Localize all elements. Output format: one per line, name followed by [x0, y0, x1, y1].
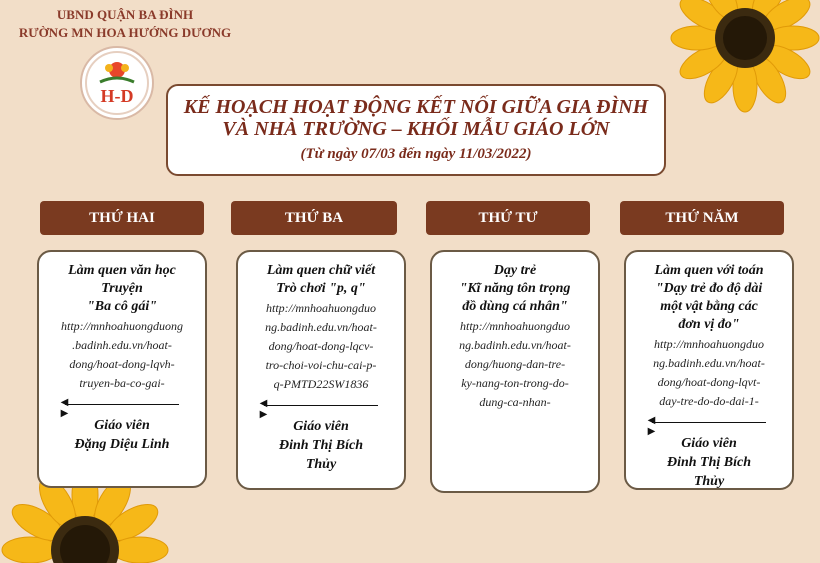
link-line: tro-choi-voi-chu-cai-p- [265, 358, 377, 372]
title-dates: (Từ ngày 07/03 đến ngày 11/03/2022) [300, 146, 532, 162]
link-line: ng.badinh.edu.vn/hoat- [653, 356, 765, 370]
link-line: dong/huong-dan-tre- [464, 357, 566, 371]
double-arrow-divider [258, 401, 384, 411]
teacher-line: Đặng Diệu Linh [74, 437, 170, 452]
day-header-monday: THỨ HAI [40, 201, 204, 235]
activity-card-wednesday [430, 250, 600, 493]
activity-line: đơn vị đo" [678, 317, 740, 332]
activity-link[interactable] [634, 336, 784, 410]
teacher-line: Giáo viên [293, 419, 349, 434]
link-line: ng.badinh.edu.vn/hoat- [459, 338, 571, 352]
logo-letters: H-D [100, 86, 134, 106]
link-line: day-tre-do-do-dai-1- [659, 394, 759, 408]
link-line: q-PMTD22SW1836 [273, 377, 369, 391]
activity-line: "Kĩ năng tôn trọng [459, 281, 571, 296]
day-header-thursday: THỨ NĂM [620, 201, 784, 235]
activity-line: Làm quen văn học [68, 263, 176, 278]
link-line: http://mnhoahuongduo [460, 319, 570, 333]
district-name: UBND QUẬN BA ĐÌNH [56, 7, 194, 22]
link-line: dong/hoat-dong-lqvt- [657, 375, 761, 389]
logo-graphic [82, 48, 152, 118]
title-line-2: VÀ NHÀ TRƯỜNG – KHỐI MẪU GIÁO LỚN [222, 118, 610, 140]
link-line: dung-ca-nhan- [479, 395, 551, 409]
sunflower-bottom-left [0, 478, 170, 563]
title-box [166, 84, 666, 176]
link-line: ng.badinh.edu.vn/hoat- [265, 320, 377, 334]
teacher-line: Đinh Thị Bích [666, 455, 752, 470]
double-arrow-divider [59, 400, 185, 410]
link-line: ky-nang-ton-trong-do- [461, 376, 569, 390]
activity-link[interactable] [246, 300, 396, 393]
teacher-line: Thủy [693, 474, 725, 489]
activity-line: Truyện [101, 281, 143, 296]
activity-line: Trò chơi "p, q" [276, 281, 366, 296]
activity-line: "Ba cô gái" [87, 299, 157, 314]
teacher-line: Đinh Thị Bích [278, 438, 364, 453]
link-line: http://mnhoahuongduo [654, 337, 764, 351]
teacher-line: Giáo viên [94, 418, 150, 433]
link-line: truyen-ba-co-gai- [79, 376, 165, 390]
activity-card-tuesday [236, 250, 406, 490]
activity-link[interactable] [47, 318, 197, 392]
link-line: http://mnhoahuongduo [266, 301, 376, 315]
sunflower-top-right [665, 0, 820, 120]
activity-link[interactable] [440, 318, 590, 411]
teacher-line: Thủy [305, 457, 337, 472]
activity-line: đồ dùng cá nhân" [462, 299, 568, 314]
day-header-wednesday: THỨ TƯ [426, 201, 590, 235]
double-arrow-divider [646, 418, 772, 428]
activity-line: Làm quen với toán [654, 263, 764, 278]
activity-line: một vật bằng các [660, 299, 758, 314]
school-logo [80, 46, 154, 120]
school-name: RƯỜNG MN HOA HƯỚNG DƯƠNG [18, 25, 232, 40]
activity-line: Làm quen chữ viết [266, 263, 376, 278]
activity-card-thursday [624, 250, 794, 490]
day-header-tuesday: THỨ BA [231, 201, 397, 235]
link-line: http://mnhoahuongduong [61, 319, 183, 333]
activity-card-monday [37, 250, 207, 488]
activity-line: "Dạy trẻ đo độ dài [655, 281, 763, 296]
link-line: dong/hoat-dong-lqcv- [268, 339, 374, 353]
title-line-1: KẾ HOẠCH HOẠT ĐỘNG KẾT NỐI GIỮA GIA ĐÌNH [183, 96, 649, 118]
link-line: .badinh.edu.vn/hoat- [72, 338, 172, 352]
activity-line: Dạy trẻ [493, 263, 537, 278]
teacher-line: Giáo viên [681, 436, 737, 451]
school-header [0, 6, 250, 42]
link-line: dong/hoat-dong-lqvh- [69, 357, 175, 371]
